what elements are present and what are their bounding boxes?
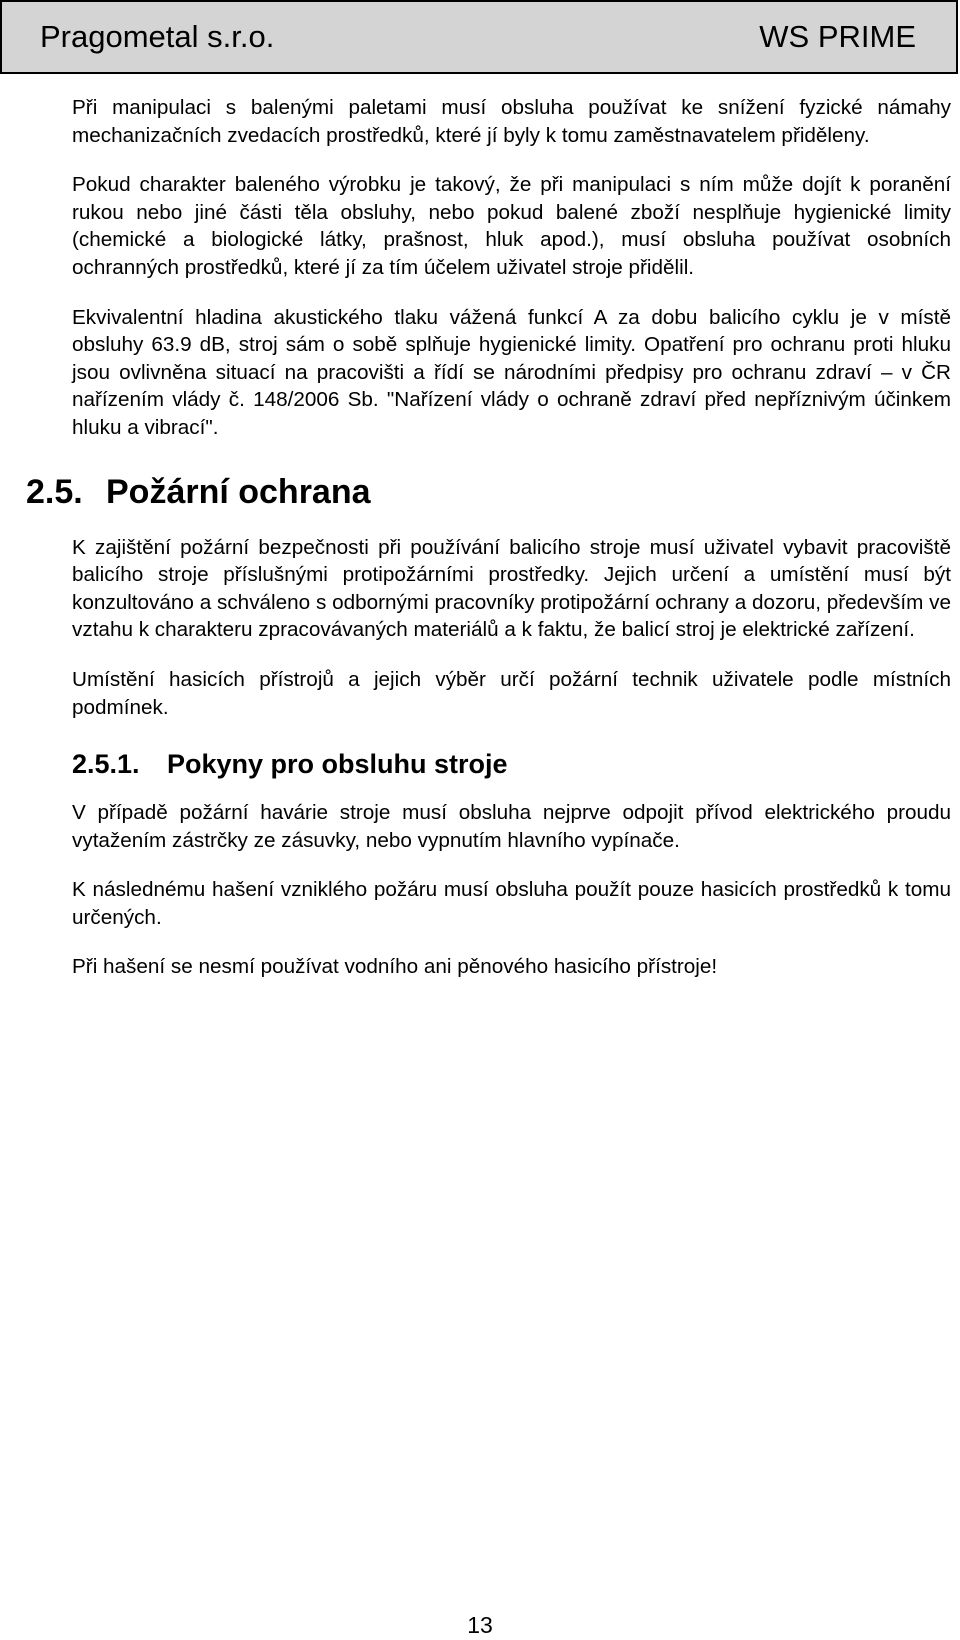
paragraph-fire-accident: V případě požární havárie stroje musí obsluha nejprve odpojit přívod elektrického proudu vytažením zástrčky ze zásuvky, nebo vypnutím hlavního vypínače.: [72, 801, 951, 852]
subsection-title: Pokyny pro obsluhu stroje: [167, 749, 508, 780]
section-number: 2.5.: [26, 472, 83, 511]
paragraph-warning: Při hašení se nesmí používat vodního ani pěnového hasicího přístroje!: [72, 955, 718, 979]
document-body: [26, 94, 951, 1003]
page-number: 13: [467, 1612, 493, 1638]
subsection-number: 2.5.1.: [72, 749, 140, 780]
paragraph-noise-level: Ekvivalentní hladina akustického tlaku vážená funkcí A za dobu balicího cyklu je v místě obsluhy 63.9 dB, stroj sám o sobě splňuje hygienické limity. Opatření pro ochranu proti hluku jsou ovlivněna situací na pracovišti a řídí se národními předpisy pro ochranu zdraví – v ČR nařízením vlády č. 148/2006 Sb. "Nařízení vlády o ochraně zdraví před nepříznivým účinkem hluku a vibrací".: [72, 305, 951, 439]
paragraph-pallet-handling: Při manipulaci s balenými paletami musí obsluha používat ke snížení fyzické námahy mechanizačních zvedacích prostředků, které jí byly k tomu zaměstnavatelem přiděleny.: [72, 96, 951, 147]
section-title: Požární ochrana: [106, 472, 371, 511]
paragraph-protective-equipment: Pokud charakter baleného výrobku je takový, že při manipulaci s ním může dojít k poranění rukou nebo jiné části těla obsluhy, nebo pokud balené zboží nesplňuje hygienické limity (chemické a biologické látky, prašnost, hluk apod.), musí obsluha používat osobních ochranných prostředků, které jí za tím účelem uživatel stroje přidělil.: [72, 173, 951, 279]
company-name: Pragometal s.r.o.: [40, 19, 275, 54]
page-header: [0, 0, 958, 74]
paragraph-fire-safety: K zajištění požární bezpečnosti při používání balicího stroje musí uživatel vybavit pracoviště balicího stroje příslušnými protipožárními prostředky. Jejich určení a umístění musí být konzultováno a schváleno s odbornými pracovníky protipožární ochrany a dozoru, především ve vztahu k charakteru zpracovávaných materiálů a k faktu, že balicí stroj je elektrické zařízení.: [72, 535, 951, 642]
subsection-heading: [72, 747, 951, 781]
product-name: WS PRIME: [759, 19, 916, 54]
paragraph-extinguisher-placement: Umístění hasicích přístrojů a jejich výběr určí požární technik uživatele podle místních podmínek.: [72, 667, 951, 719]
section-heading: [26, 472, 951, 512]
paragraph-extinguishing: K následnému hašení vzniklého požáru musí obsluha použít pouze hasicích prostředků k tomu určených.: [72, 878, 951, 929]
